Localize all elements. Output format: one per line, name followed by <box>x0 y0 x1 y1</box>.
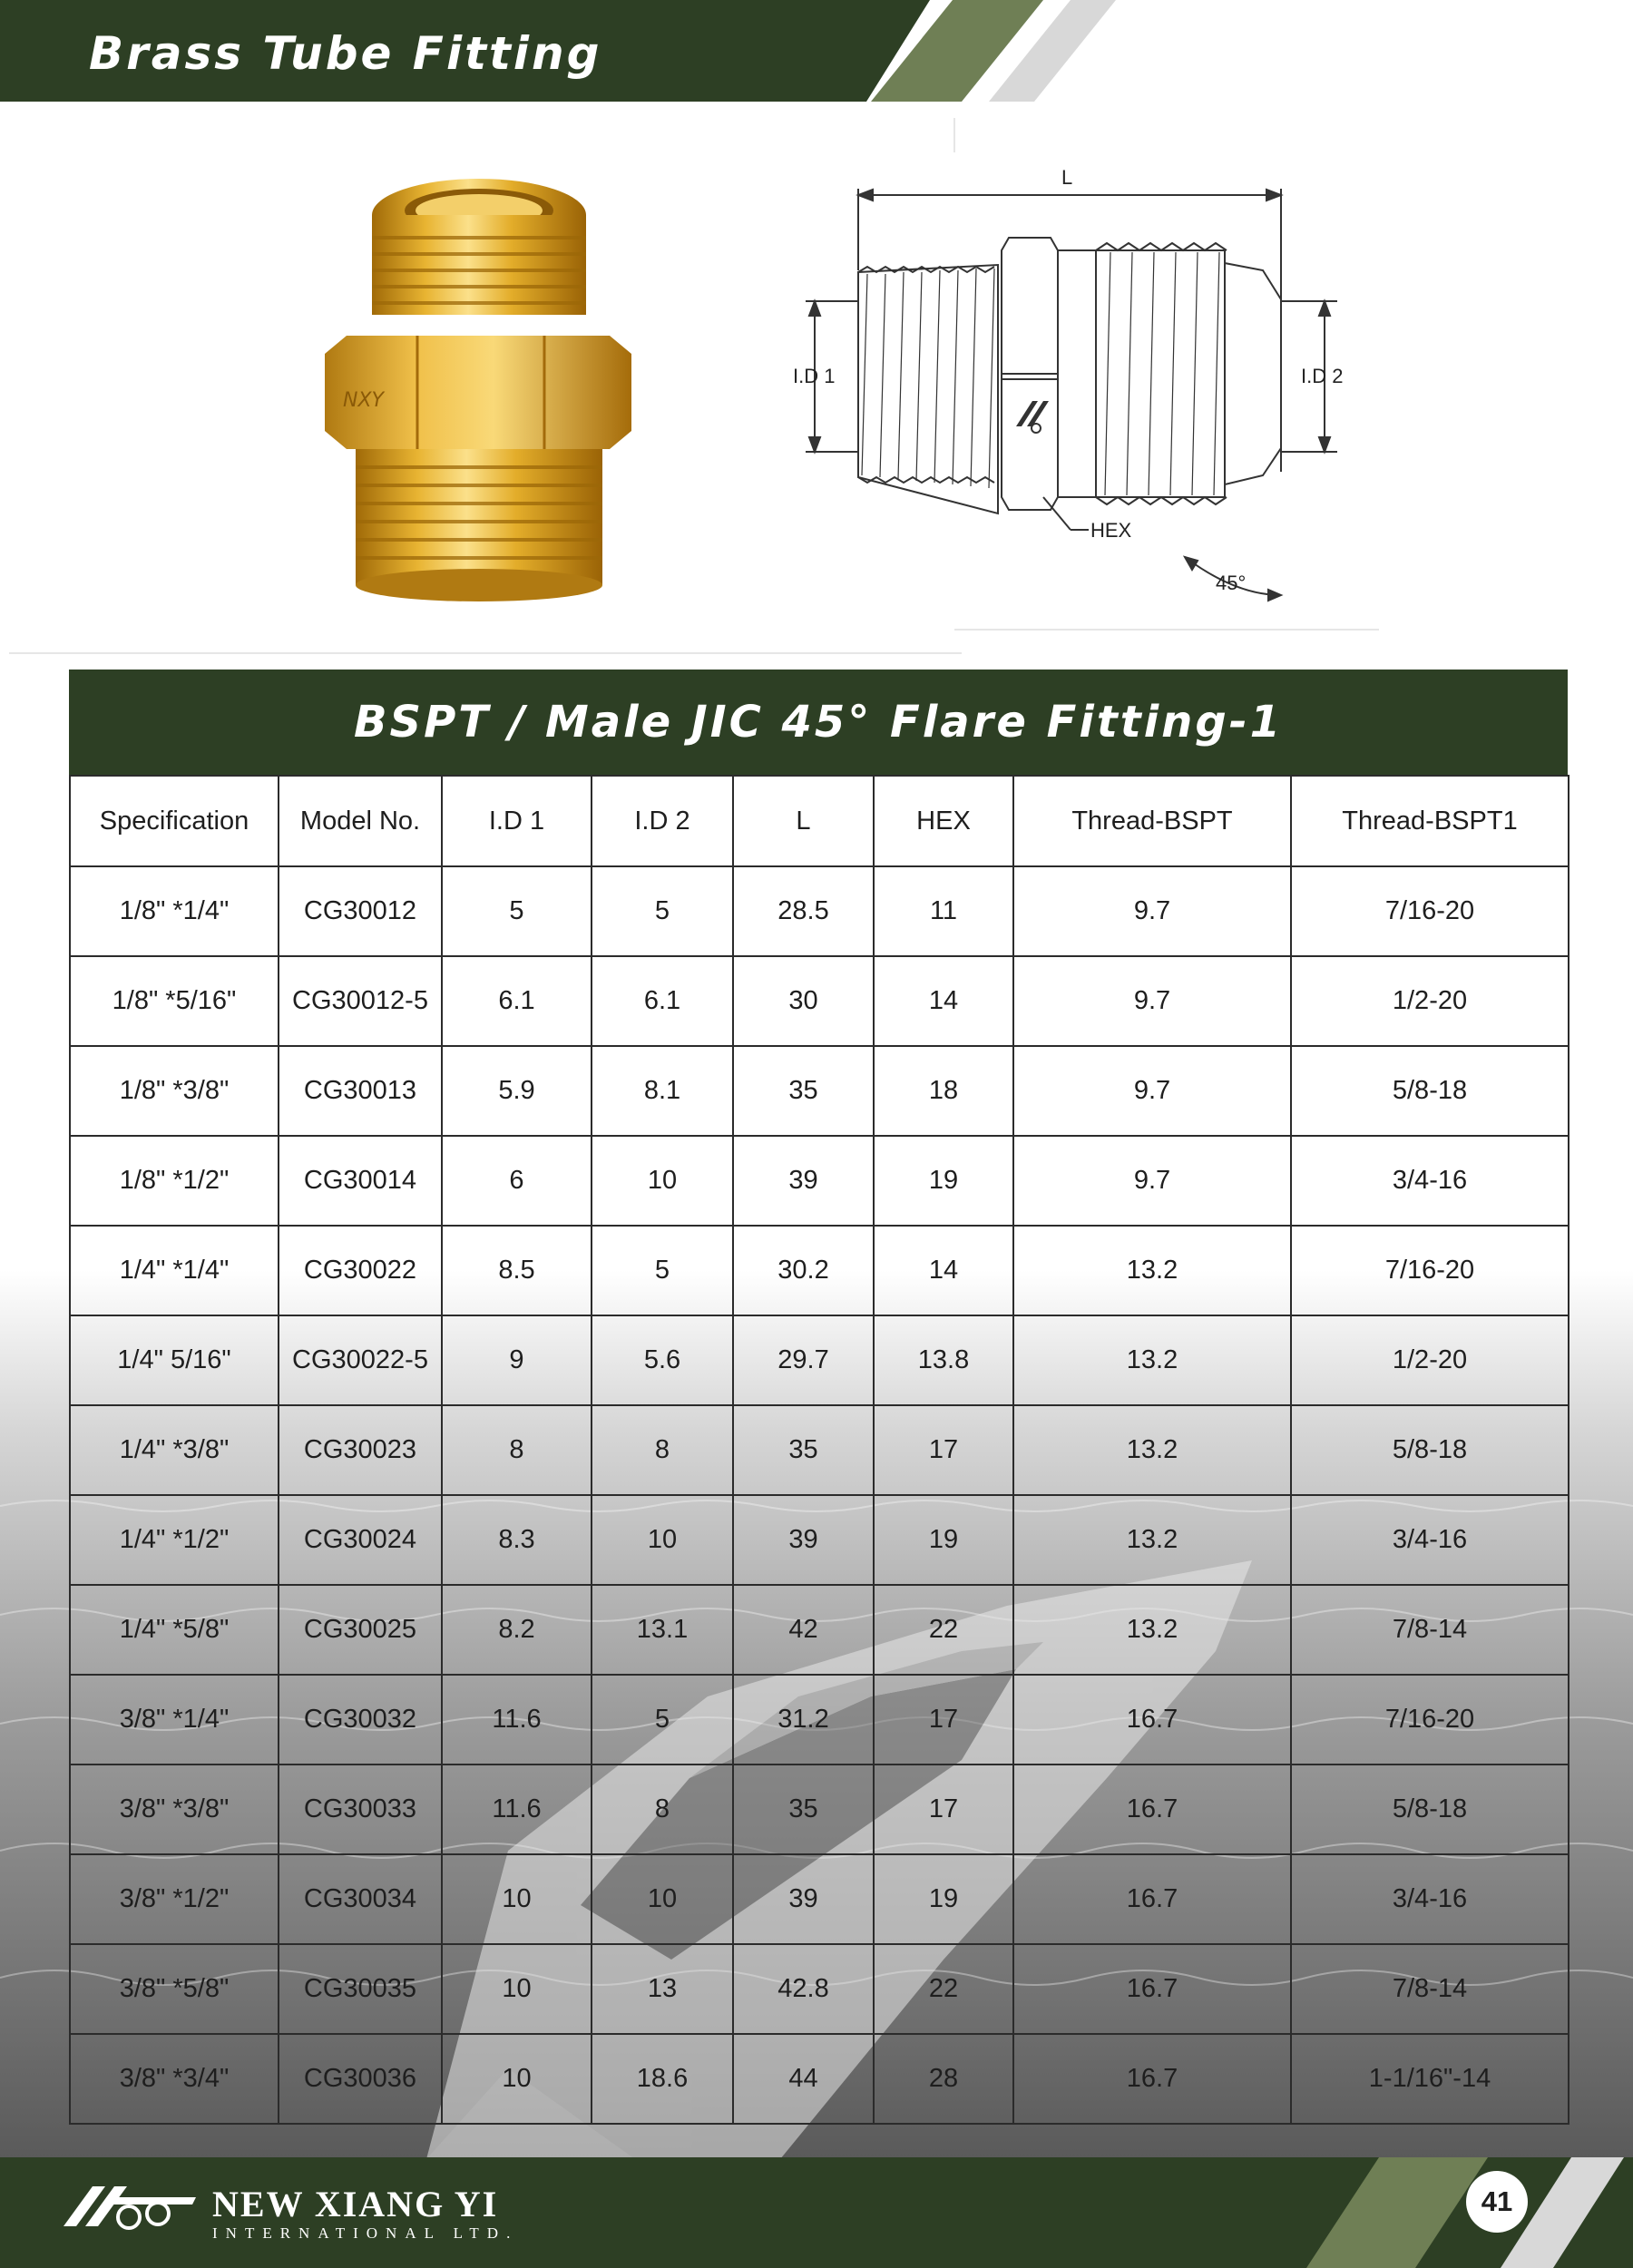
table-cell: 10 <box>592 1136 733 1226</box>
table-cell: 19 <box>874 1495 1013 1585</box>
table-cell: 3/4-16 <box>1291 1136 1569 1226</box>
table-cell: 10 <box>442 2034 592 2124</box>
table-cell: 13.2 <box>1013 1315 1291 1405</box>
table-cell: 5.9 <box>442 1046 592 1136</box>
table-cell: 7/8-14 <box>1291 1944 1569 2034</box>
fitting-photo <box>325 179 631 601</box>
table-cell: 7/16-20 <box>1291 866 1569 956</box>
table-cell: 7/16-20 <box>1291 1675 1569 1765</box>
table-row <box>70 1405 1569 1495</box>
table-cell: 35 <box>733 1046 874 1136</box>
page-title: Brass Tube Fitting <box>89 27 602 80</box>
table-cell: 1/8" *3/8" <box>70 1046 279 1136</box>
table-cell: 10 <box>592 1495 733 1585</box>
table-row <box>70 1944 1569 2034</box>
table-row <box>70 1765 1569 1854</box>
table-cell: 9 <box>442 1315 592 1405</box>
table-cell: 29.7 <box>733 1315 874 1405</box>
dim-label-length: L <box>1061 166 1073 189</box>
table-row <box>70 1675 1569 1765</box>
column-header-hex: HEX <box>874 776 1013 866</box>
table-cell: CG30033 <box>279 1765 442 1854</box>
table-cell: CG30035 <box>279 1944 442 2034</box>
table-cell: 5 <box>592 1675 733 1765</box>
table-cell: 3/8" *5/8" <box>70 1944 279 2034</box>
table-cell: 35 <box>733 1765 874 1854</box>
table-cell: CG30024 <box>279 1495 442 1585</box>
dim-label-hex: HEX <box>1090 519 1132 542</box>
table-cell: 8.5 <box>442 1226 592 1315</box>
brand-subtitle: INTERNATIONAL LTD. <box>212 2224 519 2242</box>
table-cell: 5/8-18 <box>1291 1046 1569 1136</box>
table-cell: 1/4" 5/16" <box>70 1315 279 1405</box>
table-cell: CG30032 <box>279 1675 442 1765</box>
table-cell: 11 <box>874 866 1013 956</box>
table-row <box>70 1315 1569 1405</box>
table-row <box>70 956 1569 1046</box>
table-cell: 18.6 <box>592 2034 733 2124</box>
table-cell: 13.1 <box>592 1585 733 1675</box>
table-cell: 9.7 <box>1013 866 1291 956</box>
table-cell: 8 <box>592 1765 733 1854</box>
table-row <box>70 1854 1569 1944</box>
table-row <box>70 1585 1569 1675</box>
table-cell: 6.1 <box>592 956 733 1046</box>
table-cell: CG30012-5 <box>279 956 442 1046</box>
table-cell: 39 <box>733 1136 874 1226</box>
spec-table-container <box>69 670 1568 2125</box>
table-cell: 19 <box>874 1854 1013 1944</box>
table-row <box>70 1046 1569 1136</box>
table-cell: 3/8" *1/2" <box>70 1854 279 1944</box>
dim-label-id1: I.D 1 <box>793 365 836 387</box>
table-cell: 16.7 <box>1013 2034 1291 2124</box>
table-cell: 8 <box>442 1405 592 1495</box>
table-cell: 1/4" *3/8" <box>70 1405 279 1495</box>
table-cell: 1/4" *5/8" <box>70 1585 279 1675</box>
table-cell: 10 <box>442 1944 592 2034</box>
column-header-specification: Specification <box>70 776 279 866</box>
table-cell: CG30025 <box>279 1585 442 1675</box>
product-illustration <box>0 102 1633 662</box>
spec-table <box>69 775 1569 2125</box>
table-cell: 13.2 <box>1013 1585 1291 1675</box>
table-cell: 9.7 <box>1013 1136 1291 1226</box>
table-cell: 5 <box>442 866 592 956</box>
table-cell: 13.2 <box>1013 1405 1291 1495</box>
table-cell: 7/8-14 <box>1291 1585 1569 1675</box>
table-cell: 3/4-16 <box>1291 1854 1569 1944</box>
table-cell: 6 <box>442 1136 592 1226</box>
table-cell: 16.7 <box>1013 1944 1291 2034</box>
table-cell: 39 <box>733 1495 874 1585</box>
table-caption: BSPT / Male JIC 45° Flare Fitting-1 <box>69 670 1568 775</box>
table-cell: 17 <box>874 1675 1013 1765</box>
table-cell: 19 <box>874 1136 1013 1226</box>
table-cell: 16.7 <box>1013 1765 1291 1854</box>
table-cell: 5/8-18 <box>1291 1765 1569 1854</box>
table-cell: 17 <box>874 1405 1013 1495</box>
table-cell: 16.7 <box>1013 1675 1291 1765</box>
table-cell: 8.1 <box>592 1046 733 1136</box>
table-cell: 1-1/16"-14 <box>1291 2034 1569 2124</box>
table-row <box>70 1495 1569 1585</box>
table-cell: 9.7 <box>1013 956 1291 1046</box>
table-cell: 6.1 <box>442 956 592 1046</box>
column-header-thread-bspt: Thread-BSPT <box>1013 776 1291 866</box>
table-cell: 1/4" *1/2" <box>70 1495 279 1585</box>
table-cell: CG30022 <box>279 1226 442 1315</box>
column-header-id2: I.D 2 <box>592 776 733 866</box>
table-cell: 11.6 <box>442 1765 592 1854</box>
table-cell: 30 <box>733 956 874 1046</box>
table-cell: 1/8" *5/16" <box>70 956 279 1046</box>
table-cell: 5 <box>592 1226 733 1315</box>
table-cell: 5.6 <box>592 1315 733 1405</box>
table-cell: 3/4-16 <box>1291 1495 1569 1585</box>
table-cell: 30.2 <box>733 1226 874 1315</box>
table-cell: 3/8" *1/4" <box>70 1675 279 1765</box>
table-cell: 13.8 <box>874 1315 1013 1405</box>
table-cell: 14 <box>874 1226 1013 1315</box>
table-cell: 28.5 <box>733 866 874 956</box>
dim-label-angle: 45° <box>1216 572 1247 594</box>
table-cell: 10 <box>442 1854 592 1944</box>
table-row <box>70 1136 1569 1226</box>
table-cell: 13 <box>592 1944 733 2034</box>
column-header-thread-bspt1: Thread-BSPT1 <box>1291 776 1569 866</box>
table-cell: 22 <box>874 1944 1013 2034</box>
table-cell: 5 <box>592 866 733 956</box>
table-cell: CG30014 <box>279 1136 442 1226</box>
table-cell: 11.6 <box>442 1675 592 1765</box>
page-number: 41 <box>1466 2171 1528 2233</box>
table-cell: 13.2 <box>1013 1226 1291 1315</box>
table-cell: 8 <box>592 1405 733 1495</box>
column-header-length: L <box>733 776 874 866</box>
table-cell: 31.2 <box>733 1675 874 1765</box>
table-cell: 1/8" *1/2" <box>70 1136 279 1226</box>
technical-drawing <box>806 189 1337 601</box>
table-cell: 1/8" *1/4" <box>70 866 279 956</box>
table-row <box>70 1226 1569 1315</box>
table-cell: 28 <box>874 2034 1013 2124</box>
table-cell: 42 <box>733 1585 874 1675</box>
table-cell: 1/2-20 <box>1291 1315 1569 1405</box>
table-cell: 44 <box>733 2034 874 2124</box>
table-cell: 39 <box>733 1854 874 1944</box>
table-cell: 8.3 <box>442 1495 592 1585</box>
table-cell: 7/16-20 <box>1291 1226 1569 1315</box>
column-header-id1: I.D 1 <box>442 776 592 866</box>
table-cell: CG30023 <box>279 1405 442 1495</box>
table-cell: 1/4" *1/4" <box>70 1226 279 1315</box>
table-cell: CG30036 <box>279 2034 442 2124</box>
table-cell: 18 <box>874 1046 1013 1136</box>
table-cell: 3/8" *3/8" <box>70 1765 279 1854</box>
table-cell: CG30022-5 <box>279 1315 442 1405</box>
table-cell: CG30012 <box>279 866 442 956</box>
table-cell: 9.7 <box>1013 1046 1291 1136</box>
table-cell: CG30034 <box>279 1854 442 1944</box>
company-logo <box>60 2170 205 2243</box>
table-cell: 8.2 <box>442 1585 592 1675</box>
table-cell: 10 <box>592 1854 733 1944</box>
table-cell: 22 <box>874 1585 1013 1675</box>
table-cell: 35 <box>733 1405 874 1495</box>
column-header-model-no: Model No. <box>279 776 442 866</box>
table-cell: 16.7 <box>1013 1854 1291 1944</box>
table-body <box>70 866 1569 2124</box>
brand-name: NEW XIANG YI <box>212 2184 499 2224</box>
table-cell: 14 <box>874 956 1013 1046</box>
table-cell: 42.8 <box>733 1944 874 2034</box>
table-cell: 5/8-18 <box>1291 1405 1569 1495</box>
table-cell: 17 <box>874 1765 1013 1854</box>
table-cell: CG30013 <box>279 1046 442 1136</box>
table-row <box>70 866 1569 956</box>
table-cell: 13.2 <box>1013 1495 1291 1585</box>
table-cell: 1/2-20 <box>1291 956 1569 1046</box>
svg-text:NXY: NXY <box>343 389 384 412</box>
table-cell: 3/8" *3/4" <box>70 2034 279 2124</box>
table-row <box>70 2034 1569 2124</box>
table-header-row <box>70 776 1569 866</box>
dim-label-id2: I.D 2 <box>1301 365 1344 387</box>
